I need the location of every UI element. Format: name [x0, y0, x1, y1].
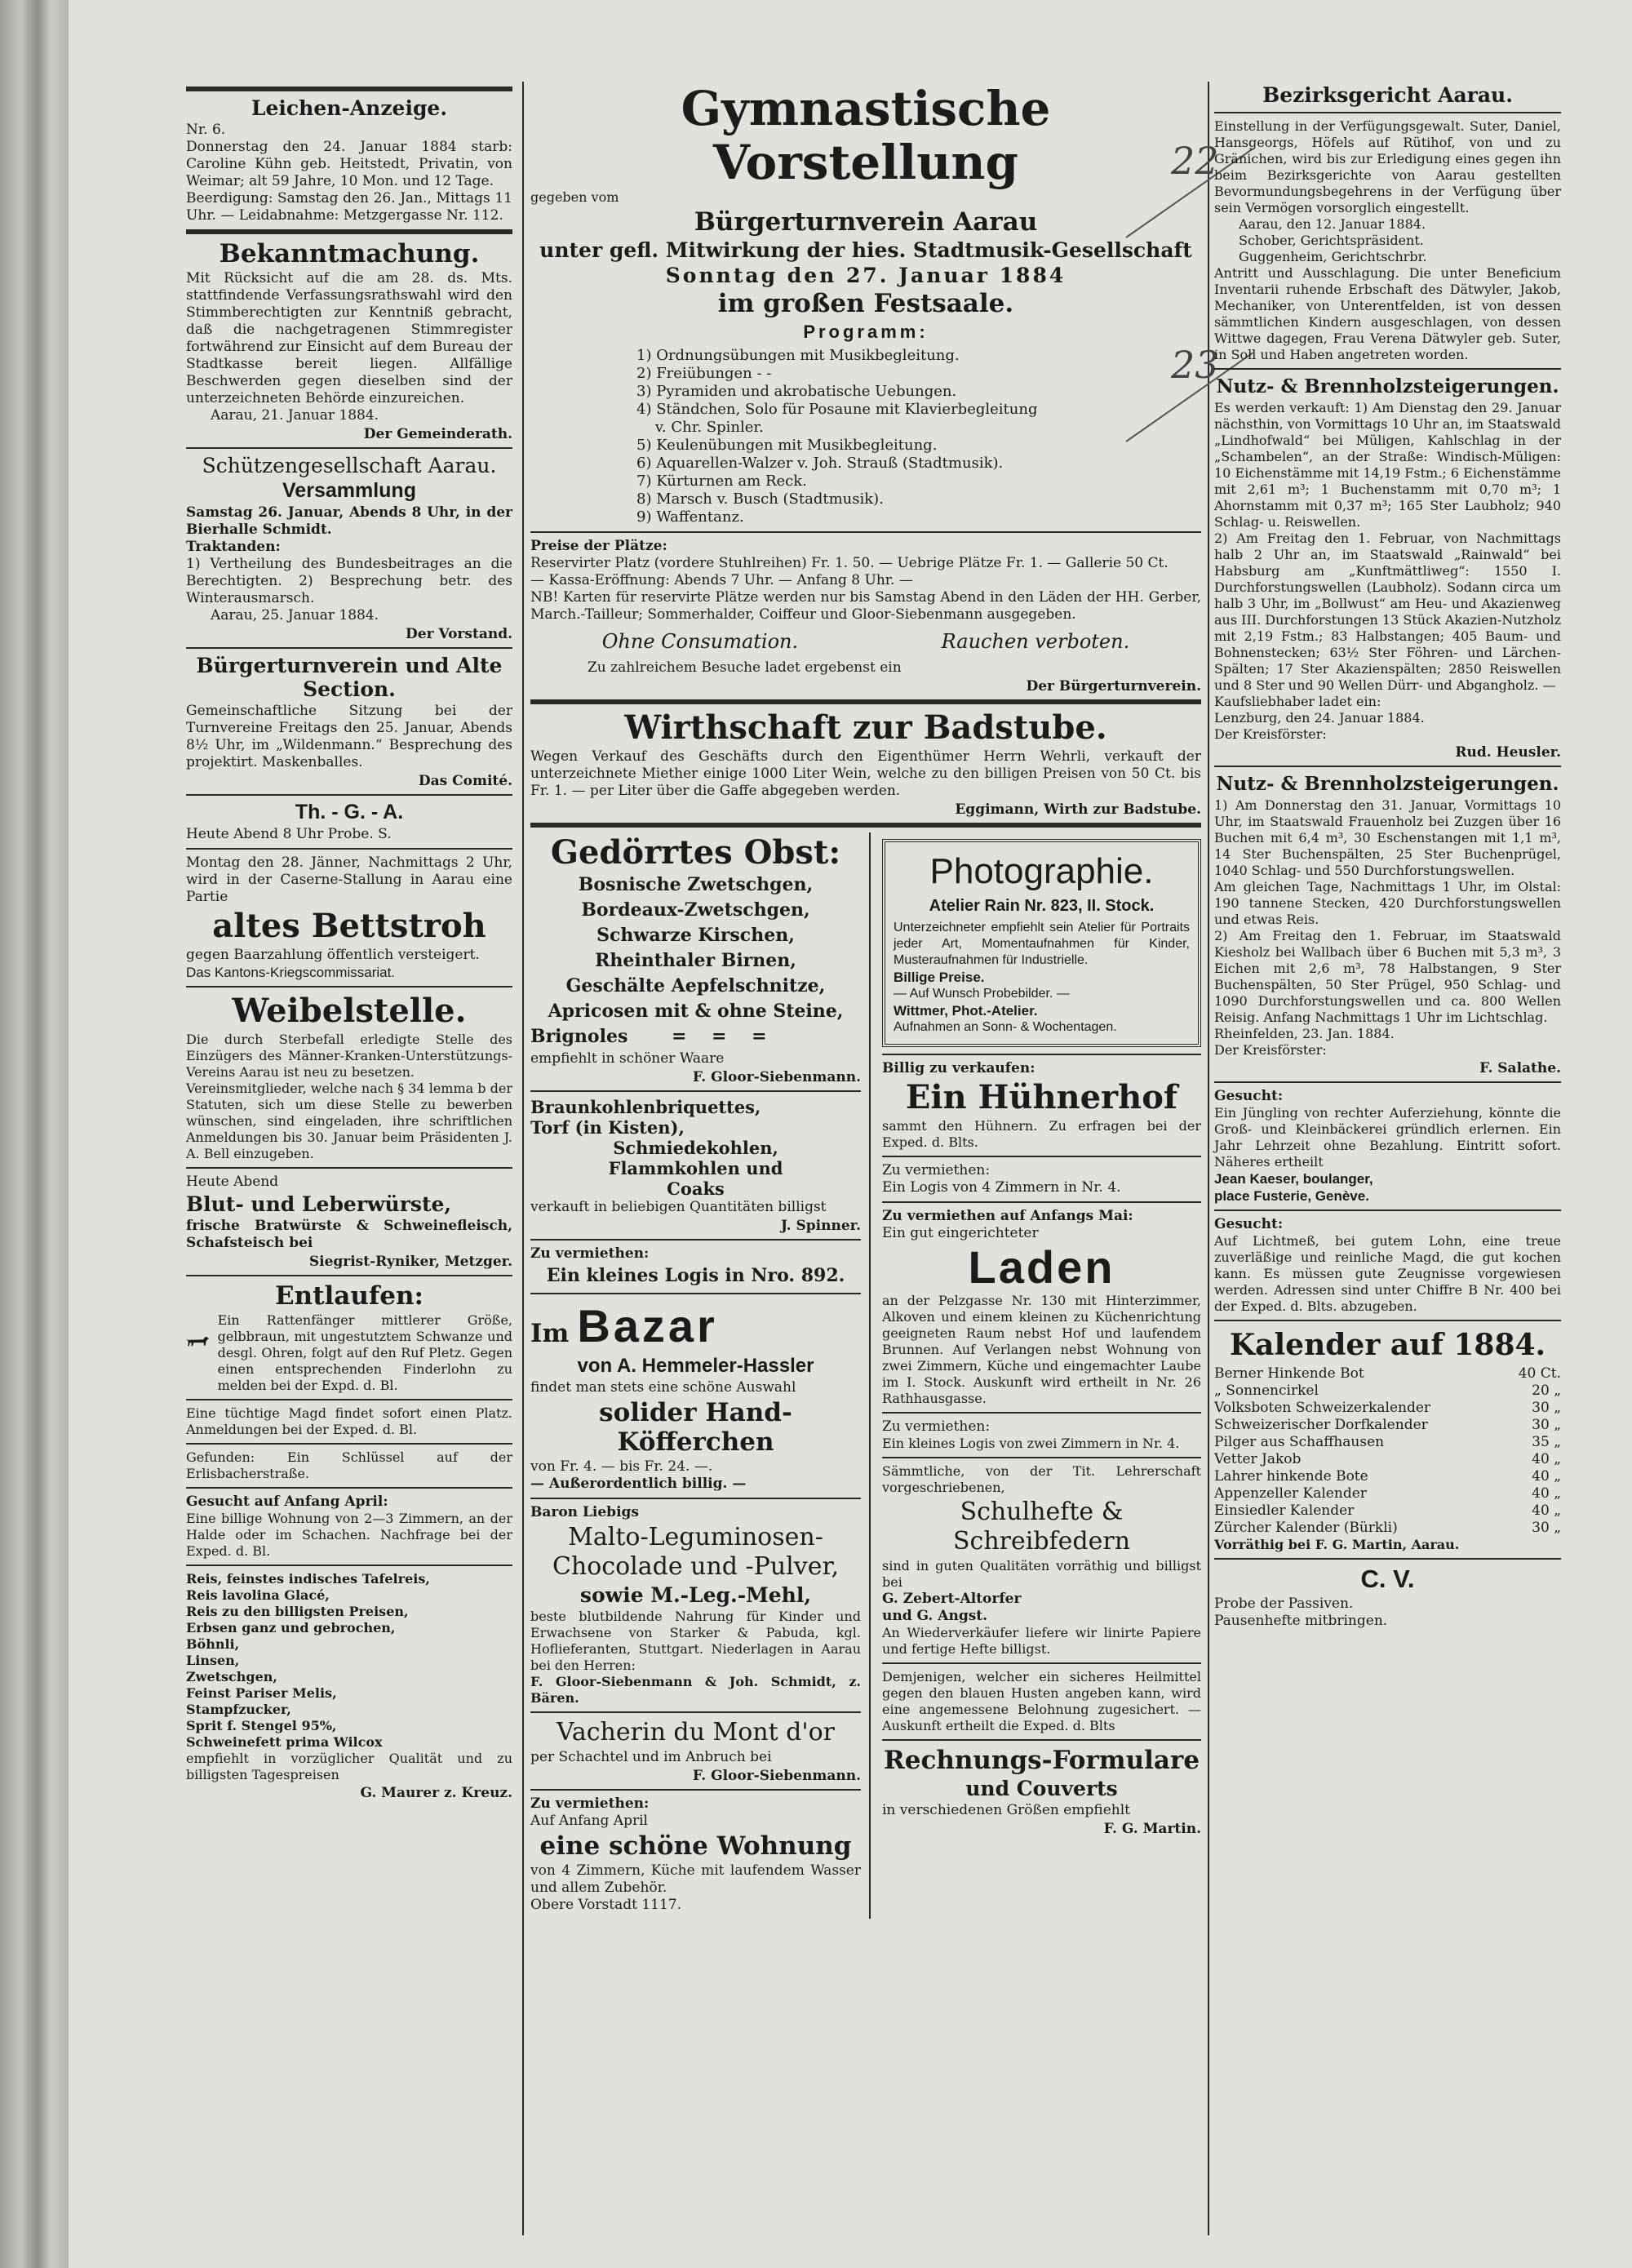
divider: [530, 531, 1201, 533]
ad-title: Gesucht:: [1214, 1216, 1284, 1232]
ad-body: Zu zahlreichem Besuche ladet ergebenst ein: [588, 659, 902, 676]
ad-body: Montag den 28. Jänner, Nachmittags 2 Uhr, wird in der Caserne-Stallung in Aarau eine Partie: [186, 854, 512, 905]
ad-item: Brignoles = = =: [530, 1026, 767, 1047]
calendar-price: 40 „: [1532, 1451, 1561, 1467]
ad-body: Samstag 26. Januar, Abends 8 Uhr, in der Bierhalle Schmidt.: [186, 504, 512, 538]
ad-body: Ein kleines Logis in Nro. 892.: [546, 1265, 845, 1286]
calendar-name: Schweizerischer Dorfkalender: [1214, 1417, 1428, 1433]
no-smoking: Rauchen verboten.: [941, 630, 1130, 653]
program-item: 2) Freiübungen - -: [636, 365, 772, 382]
ad-signature: Der Gemeinderath.: [363, 426, 512, 442]
calendar-price: 40 „: [1532, 1468, 1561, 1485]
ad-label: Baron Liebigs: [530, 1504, 639, 1520]
ad-body: frische Bratwürste & Schweinefleisch, Schafsteisch bei: [186, 1218, 512, 1251]
ad-title: Zu vermiethen:: [882, 1418, 991, 1435]
ad-signature: Das Kantons-Kriegscommissariat.: [186, 965, 396, 980]
ad-item: Reis, feinstes indisches Tafelreis,: [186, 1571, 430, 1587]
ad-signature: Siegrist-Ryniker, Metzger.: [308, 1254, 512, 1270]
program-item: v. Chr. Spinler.: [636, 419, 764, 436]
ad-signature: Der Kreisförster:: [1214, 1042, 1327, 1058]
program-item: 7) Kürturnen am Reck.: [636, 473, 807, 490]
calendar-price: 30 „: [1532, 1520, 1561, 1536]
ad-signature: Eggimann, Wirth zur Badstube.: [955, 801, 1201, 818]
calendar-price: 40 „: [1532, 1485, 1561, 1502]
ad-number: Nr. 6.: [186, 122, 226, 138]
ad-logis-2: [882, 1418, 1201, 1452]
ad-body: beste blutbildende Nahrung für Kinder und Erwachsene von Starker & Pabuda, kgl. Hoflieferanten, Stuttgart. Niederlagen in Aarau bei den Herren:: [530, 1609, 861, 1673]
calendar-name: Appenzeller Kalender: [1214, 1485, 1367, 1502]
ad-body: in verschiedenen Größen empfiehlt: [882, 1802, 1130, 1818]
divider: [186, 1275, 512, 1276]
ad-item: Bosnische Zwetschgen,: [578, 874, 814, 895]
calendar-name: Lahrer hinkende Bote: [1214, 1468, 1368, 1485]
prices-title: Preise der Plätze:: [530, 538, 667, 554]
ad-body: Auf Lichtmeß, bei gutem Lohn, eine treue zuverläßige und reinliche Magd, die gut kochen kann. Es müssen gute Zeugnisse vorgewiesen werden. Adressen sind unter Chiffre B Nr. 400 bei der Exped. d. Blts. abzugeben.: [1214, 1233, 1561, 1314]
ad-note: An Wiederverkäufer liefere wir linirte Papiere und fertige Hefte billigst.: [882, 1625, 1201, 1657]
list-item: [1214, 1400, 1561, 1417]
ad-date: Aarau, 25. Januar 1884.: [211, 607, 379, 624]
ad-place: im großen Festsaale.: [717, 289, 1014, 318]
ad-turnverein: [186, 654, 512, 789]
ad-bettstroh: [186, 854, 512, 981]
list-item: [1214, 1451, 1561, 1468]
divider: [1214, 1320, 1561, 1321]
ad-kalender: [1214, 1326, 1561, 1553]
ad-signature: F. Gloor-Siebenmann & Joh. Schmidt, z. Bären.: [530, 1674, 861, 1706]
ad-body: Donnerstag den 24. Januar 1884 starb: Caroline Kühn geb. Heitstedt, Privatin, von Weimar; alt 59 Jahre, 10 Mon. und 12 Tage.: [186, 139, 512, 189]
divider: [1214, 766, 1561, 767]
ad-body: Heute Abend 8 Uhr Probe. S.: [186, 826, 392, 842]
ad-signature: und G. Angst.: [882, 1608, 988, 1624]
ad-club: Bürgerturnverein Aarau: [694, 207, 1038, 237]
ad-signature: G. Maurer z. Kreuz.: [360, 1785, 512, 1801]
ad-date: Aarau, den 12. Januar 1884.: [1239, 216, 1426, 232]
program-list: [636, 347, 1201, 526]
dog-icon: [186, 1312, 211, 1369]
ad-body: Antritt und Ausschlagung. Die unter Beneficium Inventarii ruhende Erbschaft des Dätwyler, Jakob, Mechaniker, von Unterentfelden, ist von dessen sämmtlichen Kindern ausgeschlagen, von dessen Wittwe dagegen, Frau Verena Dätwyler geb. Suter, in Soll und Haben angetreten worden.: [1214, 265, 1561, 362]
calendar-name: Volksboten Schweizerkalender: [1214, 1400, 1431, 1416]
ad-cv: [1214, 1565, 1561, 1630]
program-item: 3) Pyramiden und akrobatische Uebungen.: [636, 383, 957, 400]
list-item: [1214, 1520, 1561, 1537]
ad-body: findet man stets eine schöne Auswahl: [530, 1379, 796, 1396]
ad-label: Billig zu verkaufen:: [882, 1060, 1036, 1076]
ad-item: Schwarze Kirschen,: [596, 925, 795, 946]
list-item: [1214, 1485, 1561, 1502]
ad-title: Zu vermiethen auf Anfangs Mai:: [882, 1208, 1133, 1224]
no-consumation: Ohne Consumation.: [601, 630, 799, 653]
column-right: [1214, 82, 1561, 1635]
ad-body: Wegen Verkauf des Geschäfts durch den Eigenthümer Herrn Wehrli, verkauft der unterzeichnete Miether einige 1000 Liter Wein, welche zu den billigen Preisen von 50 Ct. bis Fr. 1. — per Liter über die Gaffe abgegeben werden.: [530, 748, 1201, 799]
ad-item: Zwetschgen,: [186, 1669, 277, 1684]
ad-gymnastik: [530, 82, 1201, 695]
divider: [186, 848, 512, 850]
ad-title: Entlaufen:: [275, 1281, 424, 1311]
ad-address: Obere Vorstadt 1117.: [530, 1897, 682, 1913]
ad-badstube: [530, 709, 1201, 818]
ad-heilmittel: Demjenigen, welcher ein sicheres Heilmittel gegen den blauen Husten angeben kann, wird eine angemessene Belohnung zugesichert. — Auskunft ertheilt die Exped. d. Blts: [882, 1669, 1201, 1733]
list-item: [1214, 1383, 1561, 1400]
calendar-price: 40 Ct.: [1518, 1365, 1561, 1382]
ad-item: Schmiedekohlen,: [613, 1138, 778, 1158]
ad-body: Auf Anfang April: [530, 1813, 648, 1829]
ad-title: Malto-Leguminosen-Chocolade und -Pulver,: [552, 1523, 840, 1581]
ad-body: Pausenhefte mitbringen.: [1214, 1613, 1388, 1629]
ad-signature: Der Bürgerturnverein.: [1026, 678, 1201, 695]
ad-body: Probe der Passiven.: [1214, 1596, 1354, 1612]
ad-address: Atelier Rain Nr. 823, II. Stock.: [929, 897, 1155, 915]
ad-liebig: [530, 1504, 861, 1707]
calendar-name: Berner Hinkende Bot: [1214, 1365, 1364, 1382]
ad-body: Einstellung in der Verfügungsgewalt. Suter, Daniel, Hansgeorgs, Höfels auf Rütihof, von und zu Gränichen, wird bis zur Erledigung eines gegen ihn beim Bezirksgerichte von Aarau gestellten Bevormundungsbegehrens in der Verfügung über sein Vermögen vorsorglich eingestellt.: [1214, 118, 1561, 215]
ad-gesucht-lehrling: [1214, 1088, 1561, 1205]
calendar-name: „ Sonnencirkel: [1214, 1383, 1319, 1399]
column-left: [186, 82, 512, 1806]
calendar-name: Pilger aus Schaffhausen: [1214, 1434, 1385, 1450]
column-middle-right: [882, 832, 1201, 1919]
divider: [530, 1239, 861, 1241]
list-item: [1214, 1502, 1561, 1520]
ad-body: sind in guten Qualitäten vorräthig und billigst bei: [882, 1558, 1201, 1590]
ad-body: von 4 Zimmern, Küche mit laufendem Wasser und allem Zubehör.: [530, 1862, 861, 1896]
program-item: 5) Keulenübungen mit Musikbegleitung.: [636, 437, 938, 454]
ad-body: Eine billige Wohnung von 2—3 Zimmern, an der Halde oder im Schachen. Nachfrage bei der Exped. d. Bl.: [186, 1511, 512, 1559]
ad-body: per Schachtel und im Anbruch bei: [530, 1749, 772, 1765]
divider: [1214, 1558, 1561, 1560]
divider: [530, 1789, 861, 1791]
calendar-price: 35 „: [1532, 1434, 1561, 1450]
ad-title: Vacherin du Mont d'or: [556, 1718, 836, 1746]
ad-nutzholz-1: [1214, 375, 1561, 761]
ad-photographie: [882, 839, 1201, 1047]
ad-gesucht-magd: [1214, 1216, 1561, 1315]
divider: [186, 87, 512, 91]
program-item: 8) Marsch v. Busch (Stadtmusik).: [636, 490, 884, 508]
ad-kohle: [530, 1097, 861, 1234]
divider: [530, 1711, 861, 1713]
handwritten-number: 22: [1171, 139, 1219, 183]
ad-bekanntmachung: [186, 239, 512, 442]
divider: [186, 986, 512, 988]
calendar-name: Einsiedler Kalender: [1214, 1502, 1355, 1519]
ad-title: Gesucht:: [1214, 1088, 1284, 1104]
divider: [186, 1167, 512, 1169]
ad-body: gegen Baarzahlung öffentlich versteigert.: [186, 947, 480, 963]
ad-body: Heute Abend: [186, 1174, 279, 1190]
divider: [1214, 112, 1561, 113]
program-item: 1) Ordnungsübungen mit Musikbegleitung.: [636, 347, 960, 364]
ad-label: Im: [530, 1319, 570, 1348]
ad-body: Beerdigung: Samstag den 26. Jan., Mittags 11 Uhr. — Leidabnahme: Metzgergasse Nr. 112.: [186, 190, 512, 224]
ad-item: Torf (in Kisten),: [530, 1117, 685, 1138]
ad-gefunden: Gefunden: Ein Schlüssel auf der Erlisbacherstraße.: [186, 1449, 512, 1481]
ad-label: Kaufsliebhaber ladet ein:: [1214, 694, 1381, 709]
handwritten-number: 23: [1171, 343, 1219, 387]
ad-maurer: [186, 1571, 512, 1801]
ad-obst: [530, 834, 861, 1085]
ad-owner: von A. Hemmeler-Hassler: [577, 1355, 814, 1377]
divider: [882, 1739, 1201, 1741]
ad-date: Sonntag den 27. Januar 1884: [665, 264, 1067, 287]
ad-signature: F. Salathe.: [1479, 1060, 1561, 1076]
ad-item: Coaks: [667, 1178, 725, 1199]
list-item: [1214, 1434, 1561, 1451]
ad-signature: place Fusterie, Genève.: [1214, 1188, 1369, 1204]
ad-signature: F. Gloor-Siebenmann.: [692, 1768, 861, 1784]
ad-label: Billige Preise.: [894, 970, 985, 985]
ad-signature: J. Spinner.: [780, 1218, 861, 1234]
divider: [186, 1399, 512, 1400]
ad-weibelstelle: [186, 992, 512, 1162]
divider: [186, 1443, 512, 1445]
divider: [1214, 1209, 1561, 1211]
program-item: 9) Waffentanz.: [636, 508, 744, 526]
divider: [1214, 368, 1561, 370]
ad-title: Ein Hühnerhof: [905, 1078, 1178, 1116]
ad-signature: Vorräthig bei F. G. Martin, Aarau.: [1214, 1537, 1460, 1552]
ad-title: Weibelstelle.: [232, 992, 467, 1030]
ad-body: 1) Am Donnerstag den 31. Januar, Vormittags 10 Uhr, im Staatswald Frauenholz bei Zuzgen über 16 Buchen mit 6,4 m³, 30 Eschenstangen mit 1,1 m³, 14 Ster Buchenspälten, 25 Ster Buchenprügel, 1040 Schlag- und 550 Durchforstungswellen.: [1214, 797, 1561, 878]
ad-title: Blut- und Leberwürste,: [186, 1192, 452, 1216]
ad-note: — Außerordentlich billig. —: [530, 1476, 747, 1492]
ad-body: Unterzeichneter empfiehlt sein Atelier für Portraits jeder Art, Momentaufnahmen für Kinder, Musteraufnahmen für Industrielle.: [894, 921, 1190, 967]
ad-body: 2) Am Freitag den 1. Februar, von Nachmittags halb 2 Uhr an, im Staatswald „Rainwald“ bei Habsburg am „Kunftmättliweg“: 1550 I. Durchforstungswellen (Laubholz). Sodann circa um halb 3 Uhr, im „Bollwust“ am Heu- und Akazienweg aus III. Durchforstungen 13 Stück Akazien-Nutzholz mit 2,19 Fstm.; 83 Halbstangen; 405 Baum- und Bohnenstecken; 63½ Ster Föhren- und Lärchen-Spälten; 17 Ster Akazienspälten; 2850 Reiswellen und 8 Ster und 90 Wellen Dürr- und Abgangholz. —: [1214, 530, 1561, 693]
divider: [530, 1293, 861, 1294]
ad-title: Zu vermiethen:: [530, 1245, 650, 1262]
ad-body: Gemeinschaftliche Sitzung bei der Turnvereine Freitags den 25. Januar, Abends 8½ Uhr, im „Wildenmann.“ Besprechung des projektirt. Maskenballes.: [186, 703, 512, 770]
program-title: Programm:: [803, 322, 929, 342]
ad-title: Schulhefte & Schreibfedern: [952, 1498, 1131, 1556]
ad-date: Lenzburg, den 24. Januar 1884.: [1214, 710, 1425, 726]
ad-body: unter gefl. Mitwirkung der hies. Stadtmusik-Gesellschaft: [539, 238, 1192, 262]
ad-item: Feinst Pariser Melis,: [186, 1685, 337, 1701]
ad-title: Bezirksgericht Aarau.: [1262, 83, 1513, 107]
ad-item: Braunkohlenbriquettes,: [530, 1097, 761, 1117]
ad-date: Aarau, 21. Januar 1884.: [211, 407, 379, 424]
calendar-price: 30 „: [1532, 1417, 1561, 1433]
divider: [186, 1565, 512, 1566]
calendar-price: 40 „: [1532, 1502, 1561, 1519]
ad-body: an der Pelzgasse Nr. 130 mit Hinterzimmer, Alkoven und einem kleinen zu Küchenrichtung geeigneten Raum nebst Hof und laufendem Brunnen. Auf Verlangen nebst Wohnung von zwei Zimmern, Küche und eingemachter Laube im I. Stock. Auskunft wird ertheilt in Nr. 26 Rathhausgasse.: [882, 1293, 1201, 1406]
ad-title: Th. - G. - A.: [295, 801, 404, 823]
ad-item: Flammkohlen und: [608, 1158, 783, 1178]
divider: [186, 794, 512, 796]
column-middle: [530, 82, 1201, 1919]
divider: [882, 1662, 1201, 1664]
ad-body: Die durch Sterbefall erledigte Stelle des Einzügers des Männer-Kranken-Unterstützungs-Vereins Aarau ist neu zu besetzen.: [186, 1032, 512, 1080]
ad-item: Bordeaux-Zwetschgen,: [581, 899, 810, 921]
ad-logis-892: [530, 1245, 861, 1288]
ad-signature: Der Vorstand.: [406, 626, 512, 642]
program-item: 6) Aquarellen-Walzer v. Joh. Strauß (Stadtmusik).: [636, 455, 1004, 472]
ad-item: Sprit f. Stengel 95%,: [186, 1718, 337, 1733]
ad-item: Böhnli,: [186, 1636, 240, 1652]
divider: [530, 1090, 861, 1092]
ad-body: 2) Am Freitag den 1. Februar, im Staatswald Kiesholz bei Wallbach über 6 Buchen mit 5,3 m³, 3 Eichen mit 2,6 m³, 78 Halbstangen, 9 Ster Buchenspälten, 50 Ster Prügel, 950 Schlag- und 1090 Durchforstungswellen und ca. 800 Wellen Reisig. Anfang Nachmittags 1 Uhr im Lichtschlag.: [1214, 928, 1561, 1025]
ad-item: Schweinefett prima Wilcox: [186, 1734, 383, 1750]
ad-nutzholz-2: [1214, 772, 1561, 1076]
ad-body: Ein Jüngling von rechter Auferziehung, könnte die Groß- und Kleinbäckerei gründlich erlernen. Ein Jahr Lehrzeit ohne Bezahlung. Eintritt sofort. Näheres ertheilt: [1214, 1105, 1561, 1170]
ad-body: 1) Vertheilung des Bundesbeitrages an die Berechtigten. 2) Besprechung betr. des Winterausmarsch.: [186, 556, 512, 606]
ad-body: Sämmtliche, von der Tit. Lehrerschaft vorgeschriebenen,: [882, 1463, 1201, 1495]
ad-bazar: [530, 1299, 861, 1493]
ad-item: Reis lavolina Glacé,: [186, 1587, 330, 1603]
calendar-price: 20 „: [1532, 1383, 1561, 1399]
ad-subtitle: Versammlung: [282, 479, 416, 502]
ad-title: Gedörrtes Obst:: [550, 833, 841, 872]
ad-signature: Rud. Heusler.: [1455, 744, 1561, 761]
ad-vacherin: [530, 1718, 861, 1784]
ad-title: Schützengesellschaft Aarau.: [202, 454, 497, 477]
calendar-name: Vetter Jakob: [1214, 1451, 1302, 1467]
column-rule: [522, 82, 524, 2235]
divider: [882, 1457, 1201, 1458]
ad-signature: Guggenheim, Gerichtschrbr.: [1239, 249, 1427, 264]
ad-item: Linsen,: [186, 1653, 240, 1668]
ad-price: von Fr. 4. — bis Fr. 24. —.: [530, 1458, 713, 1475]
ad-title: Zu vermiethen:: [530, 1795, 650, 1812]
ad-subtitle: sowie M.-Leg.-Mehl,: [579, 1583, 812, 1607]
ad-title: Bekanntmachung.: [219, 239, 480, 269]
divider: [530, 699, 1201, 704]
ad-signature: F. Gloor-Siebenmann.: [692, 1069, 861, 1085]
ad-label: gegeben vom: [530, 189, 619, 205]
ad-item: solider Hand-Köfferchen: [599, 1398, 792, 1457]
divider: [882, 1201, 1201, 1203]
divider: [186, 1487, 512, 1489]
ad-title: Wirthschaft zur Badstube.: [624, 708, 1107, 747]
divider: [530, 1498, 861, 1499]
ad-entlaufen: [186, 1281, 512, 1394]
ad-subtitle: und Couverts: [965, 1777, 1118, 1800]
ad-huehnerhof: [882, 1060, 1201, 1151]
ad-wohnung-gesucht: [186, 1494, 512, 1560]
ad-title: altes Bettstroh: [212, 907, 486, 945]
ad-title: Gymnastische Vorstellung: [681, 81, 1051, 190]
ad-signature: Wittmer, Phot.-Atelier.: [894, 1003, 1038, 1019]
ad-body: Ein gut eingerichteter: [882, 1225, 1039, 1241]
ad-magd: Eine tüchtige Magd findet sofort einen Platz. Anmeldungen bei der Exped. d. Bl.: [186, 1405, 512, 1437]
ad-signature: Der Kreisförster:: [1214, 726, 1327, 742]
ad-title: Bazar: [577, 1300, 718, 1351]
divider: [186, 647, 512, 649]
ad-title: Rechnungs-Formulare: [883, 1746, 1200, 1775]
ad-body: empfiehlt in vorzüglicher Qualität und zu billigsten Tagespreisen: [186, 1751, 512, 1782]
column-rule: [1208, 82, 1209, 2235]
ad-bezirksgericht: [1214, 83, 1561, 363]
list-item: [1214, 1365, 1561, 1383]
ad-schuetzen: [186, 454, 512, 642]
ad-title: Photographie.: [929, 851, 1154, 891]
program-item: 4) Ständchen, Solo für Posaune mit Klavierbegleitung: [636, 401, 1038, 418]
ad-body: Mit Rücksicht auf die am 28. ds. Mts. stattfindende Verfassungsrathswahl wird den Stimmberechtigten zur Kenntniß gebracht, daß die nachgetragenen Stimmregister fortwährend zur Einsicht auf dem Bureau der Stadtkasse bereit liegen. Allfällige Beschwerden gegen dieselben sind der unterzeichneten Behörde einzureichen.: [186, 270, 512, 406]
ad-body: Ein Rattenfänger mittlerer Größe, gelbbraun, mit ungestutztem Schwanze und desgl. Ohren, folgt auf den Ruf Pletz. Gegen einen entsprechenden Finderlohn zu melden bei der Expd. d. Bl.: [217, 1312, 512, 1393]
ad-blutwurst: [186, 1174, 512, 1270]
ad-item: Reis zu den billigsten Preisen,: [186, 1604, 409, 1619]
column-middle-left: [530, 832, 871, 1919]
ad-title: C. V.: [1360, 1565, 1415, 1593]
ad-body: Es werden verkauft: 1) Am Dienstag den 29. Januar nächsthin, von Vormittags 10 Uhr an, im Staatswald „Lindhofwald“ bei Müligen, Kahlschlag in der „Schambelen“, an der Straße: Windisch-Müligen: 10 Eichenstämme mit 14,19 Fstm.; 6 Eichenstämme mit 2,61 m³; 1 Buchenstamm mit 0,70 m³; 1 Ahornstamm mit 0,37 m³; 165 Ster Laubholz; 940 Schlag- u. Reiswellen.: [1214, 400, 1561, 530]
divider: [186, 447, 512, 449]
ad-schoene-wohnung: [530, 1795, 861, 1914]
ad-note: Aufnahmen an Sonn- & Wochentagen.: [894, 1020, 1117, 1034]
ad-body: sammt den Hühnern. Zu erfragen bei der Exped. d. Blts.: [882, 1118, 1201, 1150]
ad-signature: Schober, Gerichtspräsident.: [1239, 233, 1424, 248]
ad-note: — Auf Wunsch Probebilder. —: [894, 987, 1070, 1001]
ad-title: Bürgerturnverein und Alte Section.: [196, 654, 503, 701]
ad-thga: [186, 801, 512, 843]
ad-rechnung: [882, 1746, 1201, 1837]
ad-head: eine schöne Wohnung: [539, 1831, 852, 1861]
ad-title: Kalender auf 1884.: [1229, 1328, 1546, 1362]
ad-label: Traktanden:: [186, 539, 281, 555]
kassa-info: — Kassa-Eröffnung: Abends 7 Uhr. — Anfang 8 Uhr. —: [530, 572, 913, 588]
divider: [882, 1054, 1201, 1055]
calendar-name: Zürcher Kalender (Bürkli): [1214, 1520, 1398, 1536]
list-item: [1214, 1468, 1561, 1485]
divider: [882, 1156, 1201, 1157]
ad-laden: [882, 1208, 1201, 1407]
ad-leichen: [186, 96, 512, 224]
ad-title: Gesucht auf Anfang April:: [186, 1494, 388, 1510]
ad-body: Am gleichen Tage, Nachmittags 1 Uhr, im Olstal: 190 tannene Stecken, 420 Durchforstungswellen und etwas Reis.: [1214, 879, 1561, 927]
ad-item: Erbsen ganz und gebrochen,: [186, 1620, 396, 1636]
nb-note: NB! Karten für reservirte Plätze werden nur bis Samstag Abend in den Läden der HH. Gerber, March.-Tailleur; Sommerhalder, Coiffeur und Gloor-Siebenmann ausgegeben.: [530, 589, 1201, 623]
ad-item: Stampfzucker,: [186, 1702, 291, 1717]
prices-body: Reservirter Platz (vordere Stuhlreihen) Fr. 1. 50. — Uebrige Plätze Fr. 1. — Gallerie 50 Ct.: [530, 555, 1169, 571]
ad-schulhefte: [882, 1463, 1201, 1658]
divider: [1214, 1081, 1561, 1083]
ad-title: Zu vermiethen:: [882, 1162, 991, 1178]
ad-item: Apricosen mit & ohne Steine,: [548, 1001, 844, 1022]
ad-body: Ein Logis von 4 Zimmern in Nr. 4.: [882, 1179, 1121, 1196]
calendar-price: 30 „: [1532, 1400, 1561, 1416]
ad-head: Laden: [968, 1241, 1115, 1293]
divider: [186, 229, 512, 234]
ad-body: Ein kleines Logis von zwei Zimmern in Nr. 4.: [882, 1436, 1180, 1451]
book-spine: [0, 0, 69, 2268]
ad-item: Rheinthaler Birnen,: [595, 950, 796, 971]
ad-title: Nutz- & Brennholzsteigerungen.: [1216, 375, 1559, 397]
divider: [530, 823, 1201, 828]
ad-body: empfiehlt in schöner Waare: [530, 1050, 725, 1067]
ad-signature: G. Zebert-Altorfer: [882, 1591, 1022, 1607]
ad-body: Vereinsmitglieder, welche nach § 34 lemma b der Statuten, sich um diese Stelle zu bewerben wünschen, sind eingeladen, ihre schriftlichen Anmeldungen bis 30. Januar beim Präsidenten J. A. Bell einzugeben.: [186, 1081, 512, 1161]
ad-date: Rheinfelden, 23. Jan. 1884.: [1214, 1026, 1395, 1041]
ad-body: verkauft in beliebigen Quantitäten billigst: [530, 1199, 827, 1215]
divider: [882, 1412, 1201, 1414]
list-item: [1214, 1417, 1561, 1434]
ad-signature: F. G. Martin.: [1103, 1821, 1201, 1837]
ad-title: Nutz- & Brennholzsteigerungen.: [1216, 773, 1559, 795]
ad-title: Leichen-Anzeige.: [251, 96, 448, 120]
ad-signature: Das Comité.: [418, 773, 512, 789]
ad-signature: Jean Kaeser, boulanger,: [1214, 1171, 1373, 1187]
ad-item: Geschälte Aepfelschnitze,: [565, 975, 826, 996]
ad-logis-4: [882, 1162, 1201, 1196]
